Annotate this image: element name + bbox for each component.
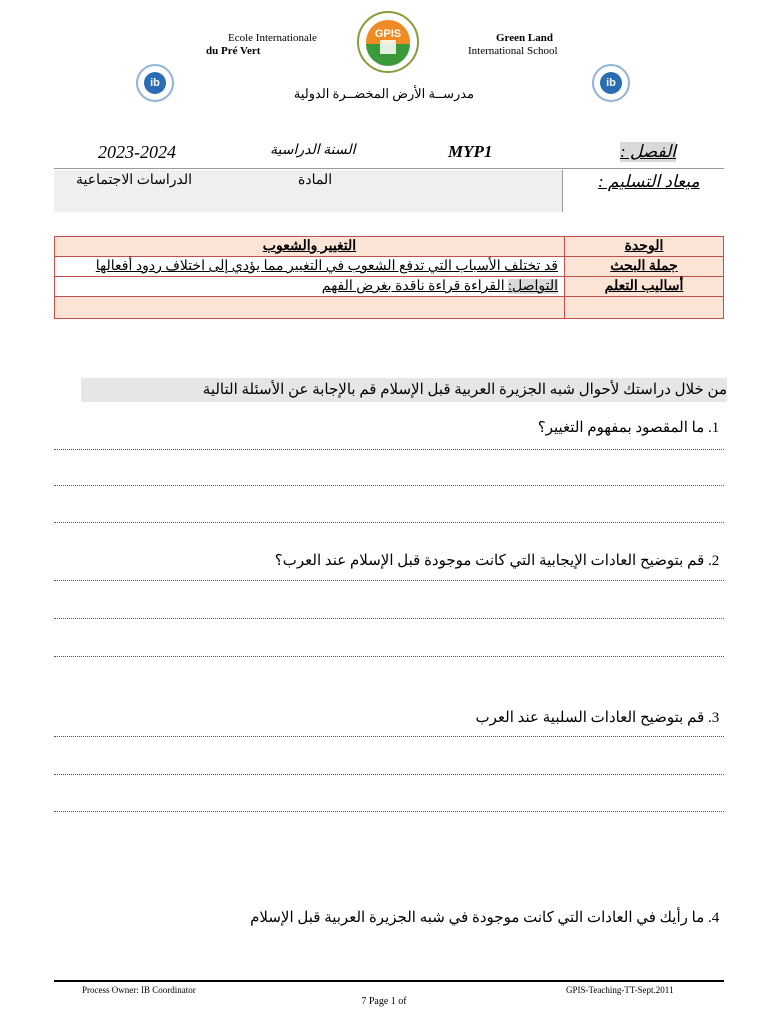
page-text: Page 1 of xyxy=(368,996,407,1007)
answer-line[interactable] xyxy=(54,485,724,486)
question-text: قم بتوضيح العادات الإيجابية التي كانت موجودة قبل الإسلام عند العرب؟ xyxy=(274,553,705,569)
instructions: من خلال دراستك لأحوال شبه الجزيرة العربية قبل الإسلام قم بالإجابة عن الأسئلة التالية xyxy=(81,378,727,402)
answer-line[interactable] xyxy=(54,774,724,775)
empty-label xyxy=(565,297,724,319)
answer-line[interactable] xyxy=(54,656,724,657)
question-text: ما رأيك في العادات التي كانت موجودة في شبه الجزيرة العربية قبل الإسلام xyxy=(250,910,705,926)
question-number: 3. xyxy=(708,710,720,726)
answer-line[interactable] xyxy=(54,811,724,812)
grade-label: MYP1 xyxy=(448,142,493,161)
school-fr-line1: Ecole Internationale xyxy=(228,32,317,44)
question-4 xyxy=(250,908,742,927)
unit-value: التغيير والشعوب xyxy=(55,237,565,257)
answer-line[interactable] xyxy=(54,736,724,737)
question-text: ما المقصود بمفهوم التغيير؟ xyxy=(537,420,705,436)
question-1 xyxy=(538,418,742,437)
answer-line[interactable] xyxy=(54,580,724,581)
logo-text: GPIS xyxy=(374,28,402,40)
due-label: ميعاد التسليم : xyxy=(598,172,700,191)
school-name-ar: مدرســة الأرض المخضــرة الدولية xyxy=(293,86,475,101)
empty-value xyxy=(55,297,565,319)
school-name-fr xyxy=(206,32,317,58)
school-logo xyxy=(356,10,420,74)
answer-line[interactable] xyxy=(54,449,724,450)
class-label: الفصل : xyxy=(620,142,677,161)
table-row xyxy=(55,237,724,257)
question-text: قم بتوضيح العادات السلبية عند العرب xyxy=(475,710,705,726)
table-row xyxy=(55,297,724,319)
question-3 xyxy=(476,708,742,727)
page-number xyxy=(0,996,768,1007)
ib-logo-text: ib xyxy=(144,72,166,94)
school-fr-line2: du Pré Vert xyxy=(206,45,261,57)
year-label: السنة الدراسية xyxy=(270,143,356,158)
school-en-line1: Green Land xyxy=(496,32,553,44)
answer-line[interactable] xyxy=(54,618,724,619)
footer-doc-id: GPIS-Teaching-TT-Sept.2011 xyxy=(566,985,674,995)
subject-label: المادة xyxy=(298,173,333,188)
year-value: 2023-2024 xyxy=(98,142,176,162)
question-number: 4. xyxy=(708,910,720,926)
table-row xyxy=(55,277,724,297)
subject-value: الدراسات الاجتماعية xyxy=(76,173,193,188)
atl-label: أساليب التعلم xyxy=(565,277,724,297)
question-2 xyxy=(275,551,742,570)
atl-value: التواصل: القراءة قراءة ناقدة بغرض الفهم xyxy=(55,277,565,297)
footer-owner: Process Owner: IB Coordinator xyxy=(82,985,196,995)
school-en-line2: International School xyxy=(468,45,558,57)
question-number: 2. xyxy=(708,553,720,569)
research-label: جملة البحث xyxy=(565,257,724,277)
school-name-en xyxy=(468,32,558,58)
unit-label: الوحدة xyxy=(565,237,724,257)
question-number: 1. xyxy=(708,420,720,436)
ib-logo-text: ib xyxy=(600,72,622,94)
unit-table xyxy=(54,236,724,319)
table-row xyxy=(55,257,724,277)
research-value: قد تختلف الأسباب التي تدفع الشعوب في التغيير مما يؤدي إلى اختلاف ردود أفعالها xyxy=(55,257,565,277)
page-num: 7 xyxy=(361,996,367,1007)
answer-line[interactable] xyxy=(54,522,724,523)
footer-divider xyxy=(54,980,724,982)
